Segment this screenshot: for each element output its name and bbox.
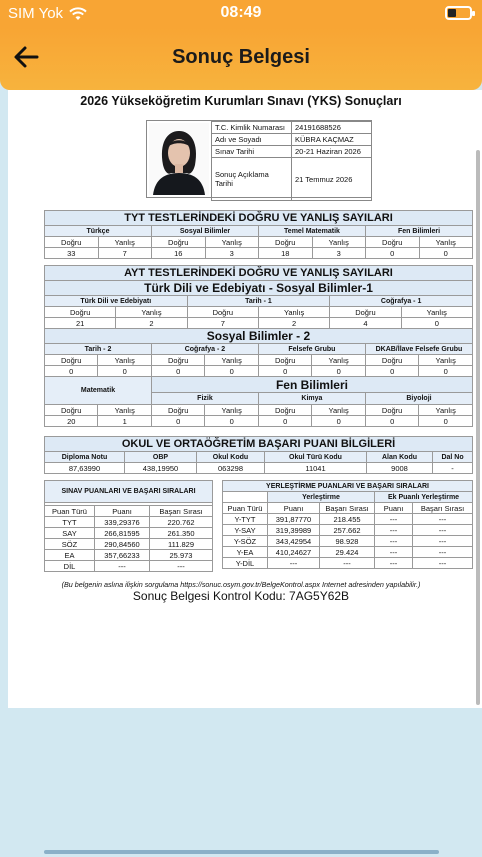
verification-note: (Bu belgenin aslına ilişkin sorgulama https://sonuc.osym.gov.tr/BelgeKontrol.aspx Internet adresinden yapılabilir.) (61, 580, 421, 589)
subject-label: Tarih - 1 (187, 296, 330, 307)
ayt-value: 2 (258, 318, 329, 329)
yanlis-label: Yanlış (419, 355, 473, 366)
subject-label: Biyoloji (365, 393, 472, 405)
table-cell: --- (413, 536, 473, 547)
subject-label: Tarih - 2 (45, 344, 152, 355)
table-cell: 261.350 (150, 528, 213, 539)
subject-label: Türkçe (45, 226, 152, 237)
tyt-table (44, 210, 473, 259)
table-cell: --- (413, 547, 473, 558)
info-label: Adı ve Soyadı (212, 134, 292, 146)
table-cell: TYT (45, 517, 95, 528)
okul-title: OKUL VE ORTAÖĞRETİM BAŞARI PUANI BİLGİLERİ (45, 437, 473, 452)
table-cell: Y-SAY (223, 525, 268, 536)
yanlis-label: Yanlış (258, 307, 329, 318)
table-cell: 220.762 (150, 517, 213, 528)
ayt-value: 21 (45, 318, 116, 329)
ayt-value: 0 (312, 366, 365, 377)
ayt-value: 0 (365, 366, 418, 377)
subject-label: Fizik (151, 393, 258, 405)
ayt-value: 1 (98, 416, 151, 427)
yanlis-label: Yanlış (205, 355, 258, 366)
group-header: Yerleştirme (268, 492, 375, 503)
info-table (211, 121, 372, 201)
table-row (45, 528, 213, 539)
table-row (223, 536, 473, 547)
column-header: Alan Kodu (367, 452, 433, 463)
table-cell: --- (375, 514, 413, 525)
info-value: KÜBRA KAÇMAZ (292, 134, 372, 146)
table-cell: --- (375, 525, 413, 536)
group-header: Ek Puanlı Yerleştirme (375, 492, 473, 503)
okul-table (44, 436, 473, 474)
table-cell: --- (413, 514, 473, 525)
table-cell: --- (375, 558, 413, 569)
dogru-label: Doğru (45, 307, 116, 318)
dogru-label: Doğru (365, 405, 418, 416)
tyt-value: 3 (205, 248, 259, 259)
okul-value: 063298 (197, 463, 265, 474)
table-cell: 29.424 (320, 547, 375, 558)
dogru-label: Doğru (151, 355, 204, 366)
dogru-label: Doğru (187, 307, 258, 318)
table-cell: 25.973 (150, 550, 213, 561)
yanlis-label: Yanlış (312, 355, 365, 366)
table-cell: --- (268, 558, 320, 569)
column-header: Okul Kodu (197, 452, 265, 463)
subject-label: Kimya (258, 393, 365, 405)
column-header: OBP (125, 452, 197, 463)
ayt-value: 0 (205, 416, 258, 427)
yer-title: YERLEŞTİRME PUANLARI VE BAŞARI SIRALARI (223, 481, 473, 492)
table-row (45, 550, 213, 561)
ayt-value: 0 (98, 366, 151, 377)
tyt-value: 0 (419, 248, 473, 259)
yanlis-label: Yanlış (98, 237, 152, 248)
yanlis-label: Yanlış (419, 237, 473, 248)
yanlis-label: Yanlış (98, 405, 151, 416)
tyt-value: 33 (45, 248, 99, 259)
info-value: 20-21 Haziran 2026 (292, 146, 372, 158)
subject-label: Fen Bilimleri (366, 226, 473, 237)
yanlis-label: Yanlış (205, 237, 259, 248)
subject-label: Türk Dili ve Edebiyatı (45, 296, 188, 307)
yanlis-label: Yanlış (116, 307, 187, 318)
table-cell: 410,24627 (268, 547, 320, 558)
table-cell: 257.662 (320, 525, 375, 536)
info-label: Sonuç Açıklama Tarihi (212, 158, 292, 201)
table-cell: 111.829 (150, 539, 213, 550)
table-cell: 391,87770 (268, 514, 320, 525)
carrier-label: SIM Yok (8, 5, 64, 22)
table-row (223, 525, 473, 536)
column-header: Diploma Notu (45, 452, 125, 463)
yanlis-label: Yanlış (205, 405, 258, 416)
tyt-title: TYT TESTLERİNDEKİ DOĞRU VE YANLIŞ SAYILARI (45, 211, 473, 226)
table-cell: Y-TYT (223, 514, 268, 525)
ayt-value: 20 (45, 416, 98, 427)
tyt-value: 7 (98, 248, 152, 259)
table-cell: DİL (45, 561, 95, 572)
ayt-value: 0 (419, 366, 473, 377)
candidate-photo (149, 123, 209, 195)
battery-icon (445, 6, 472, 20)
yanlis-label: Yanlış (312, 237, 366, 248)
dogru-label: Doğru (258, 355, 311, 366)
subject-label: Sosyal Bilimler (152, 226, 259, 237)
ayt-value: 0 (45, 366, 98, 377)
column-header: Puanı (95, 506, 150, 517)
column-header: Okul Türü Kodu (265, 452, 367, 463)
okul-value: 11041 (265, 463, 367, 474)
table-row (45, 517, 213, 528)
yanlis-label: Yanlış (98, 355, 151, 366)
table-cell: SÖZ (45, 539, 95, 550)
dogru-label: Doğru (151, 405, 204, 416)
status-bar (0, 0, 482, 28)
subject-label: Matematik (45, 377, 152, 405)
ayt-value: 2 (116, 318, 187, 329)
document-title: 2026 Yükseköğretim Kurumları Sınavı (YKS) Sonuçları (80, 94, 402, 108)
table-cell: 266,81595 (95, 528, 150, 539)
table-cell: 290,84560 (95, 539, 150, 550)
dogru-label: Doğru (45, 237, 99, 248)
dogru-label: Doğru (366, 237, 420, 248)
column-header: Başarı Sırası (150, 506, 213, 517)
ayt-section-1: Türk Dili ve Edebiyatı - Sosyal Bilimler-1 (45, 281, 473, 296)
column-header: Dal No (433, 452, 473, 463)
home-indicator (44, 850, 439, 854)
table-cell: 357,66233 (95, 550, 150, 561)
table-row (45, 561, 213, 572)
column-header: Puanı (375, 503, 413, 514)
scrollbar[interactable] (476, 150, 480, 705)
ayt-title: AYT TESTLERİNDEKİ DOĞRU VE YANLIŞ SAYILARI (45, 266, 473, 281)
ayt-value: 0 (258, 366, 311, 377)
sinav-puanlari-table (44, 480, 213, 572)
ayt-value: 4 (330, 318, 401, 329)
okul-value: 9008 (367, 463, 433, 474)
yanlis-label: Yanlış (312, 405, 365, 416)
info-value: 24191688526 (292, 122, 372, 134)
dogru-label: Doğru (152, 237, 206, 248)
sinav-title: SINAV PUANLARI VE BAŞARI SIRALARI (45, 481, 213, 503)
info-value: 21 Temmuz 2026 (292, 158, 372, 201)
ayt-value: 0 (365, 416, 418, 427)
ayt-value: 0 (258, 416, 311, 427)
okul-value: - (433, 463, 473, 474)
table-row (223, 558, 473, 569)
yanlis-label: Yanlış (401, 307, 472, 318)
dogru-label: Doğru (365, 355, 418, 366)
ayt-section-3: Fen Bilimleri (151, 377, 472, 393)
table-cell: Y-SÖZ (223, 536, 268, 547)
table-cell: --- (375, 547, 413, 558)
ayt-value: 0 (312, 416, 365, 427)
ayt-section-2: Sosyal Bilimler - 2 (45, 329, 473, 344)
subject-label: DKAB/İlave Felsefe Grubu (365, 344, 472, 355)
info-label: T.C. Kimlik Numarası (212, 122, 292, 134)
okul-value: 438,19950 (125, 463, 197, 474)
subject-label: Temel Matematik (259, 226, 366, 237)
yanlis-label: Yanlış (419, 405, 473, 416)
table-cell: 98.928 (320, 536, 375, 547)
table-row (223, 514, 473, 525)
ayt-value: 0 (205, 366, 258, 377)
page-title: Sonuç Belgesi (172, 46, 310, 68)
table-cell: Y-EA (223, 547, 268, 558)
column-header: Başarı Sırası (320, 503, 375, 514)
column-header: Puan Türü (45, 506, 95, 517)
ayt-value: 0 (151, 416, 204, 427)
tyt-value: 0 (366, 248, 420, 259)
ayt-value: 0 (151, 366, 204, 377)
subject-label: Coğrafya - 1 (330, 296, 473, 307)
dogru-label: Doğru (259, 237, 313, 248)
yerlestirme-table (222, 480, 473, 569)
dogru-label: Doğru (330, 307, 401, 318)
table-row (45, 539, 213, 550)
table-cell: EA (45, 550, 95, 561)
column-header: Puan Türü (223, 503, 268, 514)
table-cell: --- (413, 525, 473, 536)
table-cell: 339,29376 (95, 517, 150, 528)
subject-label: Coğrafya - 2 (151, 344, 258, 355)
table-cell: Y-DİL (223, 558, 268, 569)
table-cell: --- (95, 561, 150, 572)
table-cell: --- (375, 536, 413, 547)
verification-code: Sonuç Belgesi Kontrol Kodu: 7AG5Y62B (132, 589, 350, 603)
dogru-label: Doğru (258, 405, 311, 416)
app-header (0, 28, 482, 90)
table-cell (223, 492, 268, 503)
table-cell: --- (320, 558, 375, 569)
dogru-label: Doğru (45, 405, 98, 416)
table-cell: --- (413, 558, 473, 569)
clock: 08:49 (220, 4, 262, 21)
info-label: Sınav Tarihi (212, 146, 292, 158)
tyt-value: 16 (152, 248, 206, 259)
candidate-info (146, 120, 372, 198)
table-cell: 218.455 (320, 514, 375, 525)
ayt-value: 7 (187, 318, 258, 329)
table-cell: 319,39989 (268, 525, 320, 536)
subject-label: Felsefe Grubu (258, 344, 365, 355)
ayt-table (44, 265, 473, 427)
table-cell: 343,42954 (268, 536, 320, 547)
tyt-value: 18 (259, 248, 313, 259)
okul-value: 87,63990 (45, 463, 125, 474)
tyt-value: 3 (312, 248, 366, 259)
ayt-value: 0 (401, 318, 472, 329)
table-cell: SAY (45, 528, 95, 539)
table-cell: --- (150, 561, 213, 572)
dogru-label: Doğru (45, 355, 98, 366)
table-row (223, 547, 473, 558)
ayt-value: 0 (419, 416, 473, 427)
column-header: Başarı Sırası (413, 503, 473, 514)
column-header: Puanı (268, 503, 320, 514)
